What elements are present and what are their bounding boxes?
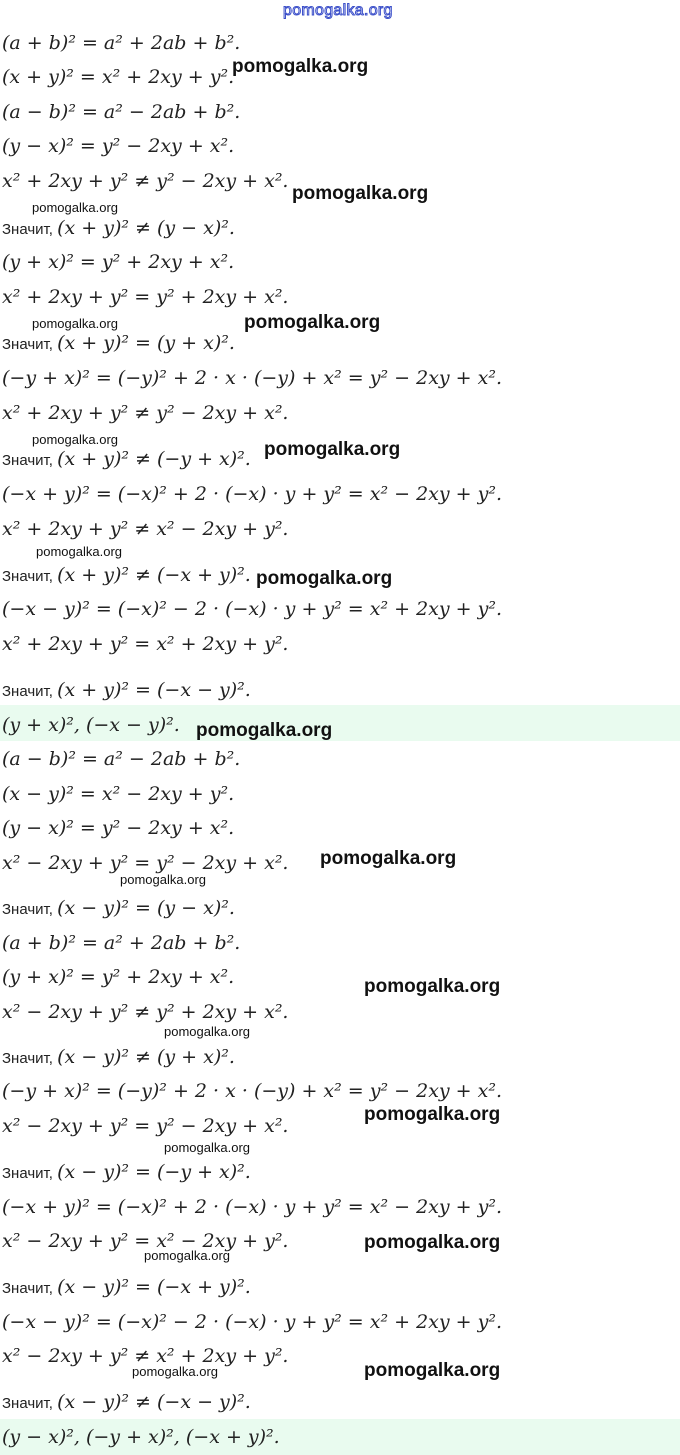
- math-line: [2, 710, 180, 740]
- watermark: pomogalka.org: [164, 1140, 250, 1155]
- math-line: [2, 62, 234, 92]
- math-line: [2, 514, 288, 544]
- math-line: [2, 1307, 502, 1337]
- conclusion-label: Значит,: [2, 221, 58, 238]
- math-expression: x² + 2xy + y² = y² + 2xy + x².: [2, 286, 289, 308]
- math-expression: (x − y)² = (y − x)².: [57, 897, 235, 919]
- math-expression: (x + y)² = x² + 2xy + y².: [2, 66, 235, 88]
- math-line: [2, 962, 234, 992]
- math-line: [2, 744, 240, 774]
- math-line: [2, 1192, 502, 1222]
- math-expression: (y − x)², (−y + x)², (−x + y)².: [2, 1426, 280, 1448]
- watermark: pomogalka.org: [292, 183, 429, 204]
- math-line: [2, 213, 235, 243]
- math-line: [2, 675, 251, 705]
- math-expression: (−x + y)² = (−x)² + 2 · (−x) · y + y² = x² − 2xy + y².: [2, 1196, 503, 1218]
- math-line: [2, 997, 288, 1027]
- watermark: pomogalka.org: [244, 312, 381, 333]
- math-expression: (−y + x)² = (−y)² + 2 · x · (−y) + x² = y² − 2xy + x².: [2, 367, 503, 389]
- math-expression: x² + 2xy + y² = x² + 2xy + y².: [2, 633, 289, 655]
- math-line: [2, 594, 502, 624]
- watermark: pomogalka.org: [132, 1364, 218, 1379]
- math-line: [2, 444, 251, 474]
- watermark: pomogalka.org: [120, 872, 206, 887]
- math-line: [2, 893, 235, 923]
- site-watermark-header: pomogalka.org: [283, 2, 393, 19]
- math-line: [2, 398, 288, 428]
- math-line: [2, 813, 234, 843]
- math-expression: (−x − y)² = (−x)² − 2 · (−x) · y + y² = x² + 2xy + y².: [2, 1311, 503, 1333]
- math-line: [2, 779, 234, 809]
- math-line: [2, 1042, 235, 1072]
- math-line: [2, 1111, 288, 1141]
- math-expression: x² − 2xy + y² = x² − 2xy + y².: [2, 1230, 289, 1252]
- math-expression: x² − 2xy + y² = y² − 2xy + x².: [2, 852, 289, 874]
- math-expression: x² + 2xy + y² ≠ y² − 2xy + x².: [2, 402, 289, 424]
- math-expression: (−y + x)² = (−y)² + 2 · x · (−y) + x² = y² − 2xy + x².: [2, 1080, 503, 1102]
- math-expression: (y − x)² = y² − 2xy + x².: [2, 817, 235, 839]
- watermark: pomogalka.org: [264, 439, 401, 460]
- math-expression: (x − y)² ≠ (y + x)².: [57, 1046, 235, 1068]
- watermark: pomogalka.org: [196, 720, 333, 741]
- math-line: [2, 1272, 251, 1302]
- conclusion-label: Значит,: [2, 1280, 58, 1297]
- math-expression: (−x + y)² = (−x)² + 2 · (−x) · y + y² = x² − 2xy + y².: [2, 483, 503, 505]
- watermark: pomogalka.org: [256, 568, 393, 589]
- watermark: pomogalka.org: [320, 848, 457, 869]
- math-line: [2, 629, 288, 659]
- math-expression: (y + x)² = y² + 2xy + x².: [2, 251, 235, 273]
- math-expression: x² − 2xy + y² ≠ y² + 2xy + x².: [2, 1001, 289, 1023]
- math-line: [2, 1076, 502, 1106]
- math-expression: (y + x)² = y² + 2xy + x².: [2, 966, 235, 988]
- math-expression: (x + y)² ≠ (−x + y)².: [57, 564, 251, 586]
- math-expression: x² − 2xy + y² ≠ x² + 2xy + y².: [2, 1345, 289, 1367]
- watermark: pomogalka.org: [364, 1360, 501, 1381]
- math-expression: (x − y)² = (−x + y)².: [57, 1276, 251, 1298]
- watermark: pomogalka.org: [32, 200, 118, 215]
- math-expression: (x + y)² = (−x − y)².: [57, 679, 251, 701]
- math-line: [2, 131, 234, 161]
- math-line: [2, 166, 288, 196]
- math-line: [2, 97, 240, 127]
- math-line: [2, 1422, 280, 1452]
- math-expression: (a − b)² = a² − 2ab + b².: [2, 101, 241, 123]
- conclusion-label: Значит,: [2, 1395, 58, 1412]
- math-expression: (x + y)² ≠ (y − x)².: [57, 217, 235, 239]
- math-line: [2, 247, 234, 277]
- conclusion-label: Значит,: [2, 683, 58, 700]
- conclusion-label: Значит,: [2, 901, 58, 918]
- math-expression: (x − y)² = (−y + x)².: [57, 1161, 251, 1183]
- math-expression: (y + x)², (−x − y)².: [2, 714, 180, 736]
- math-expression: (x − y)² = x² − 2xy + y².: [2, 783, 235, 805]
- math-line: [2, 28, 240, 58]
- watermark: pomogalka.org: [144, 1248, 230, 1263]
- watermark: pomogalka.org: [232, 56, 369, 77]
- math-expression: (x + y)² = (y + x)².: [57, 332, 235, 354]
- math-expression: (y − x)² = y² − 2xy + x².: [2, 135, 235, 157]
- watermark: pomogalka.org: [164, 1024, 250, 1039]
- watermark: pomogalka.org: [364, 1232, 501, 1253]
- math-line: [2, 282, 288, 312]
- watermark: pomogalka.org: [36, 544, 122, 559]
- conclusion-label: Значит,: [2, 1165, 58, 1182]
- conclusion-label: Значит,: [2, 568, 58, 585]
- math-line: [2, 1157, 251, 1187]
- conclusion-label: Значит,: [2, 1050, 58, 1067]
- math-line: [2, 1387, 251, 1417]
- math-line: [2, 479, 502, 509]
- math-line: [2, 928, 240, 958]
- math-expression: x² − 2xy + y² = y² − 2xy + x².: [2, 1115, 289, 1137]
- watermark: pomogalka.org: [32, 432, 118, 447]
- watermark: pomogalka.org: [364, 976, 501, 997]
- math-line: [2, 363, 502, 393]
- conclusion-label: Значит,: [2, 336, 58, 353]
- math-expression: (a + b)² = a² + 2ab + b².: [2, 932, 241, 954]
- math-line: [2, 328, 235, 358]
- math-expression: (a − b)² = a² − 2ab + b².: [2, 748, 241, 770]
- watermark: pomogalka.org: [32, 316, 118, 331]
- math-line: [2, 560, 251, 590]
- math-expression: (a + b)² = a² + 2ab + b².: [2, 32, 241, 54]
- math-expression: (x + y)² ≠ (−y + x)².: [57, 448, 251, 470]
- math-expression: x² + 2xy + y² ≠ y² − 2xy + x².: [2, 170, 289, 192]
- watermark: pomogalka.org: [364, 1104, 501, 1125]
- math-expression: (x − y)² ≠ (−x − y)².: [57, 1391, 251, 1413]
- conclusion-label: Значит,: [2, 452, 58, 469]
- math-expression: (−x − y)² = (−x)² − 2 · (−x) · y + y² = x² + 2xy + y².: [2, 598, 503, 620]
- math-expression: x² + 2xy + y² ≠ x² − 2xy + y².: [2, 518, 289, 540]
